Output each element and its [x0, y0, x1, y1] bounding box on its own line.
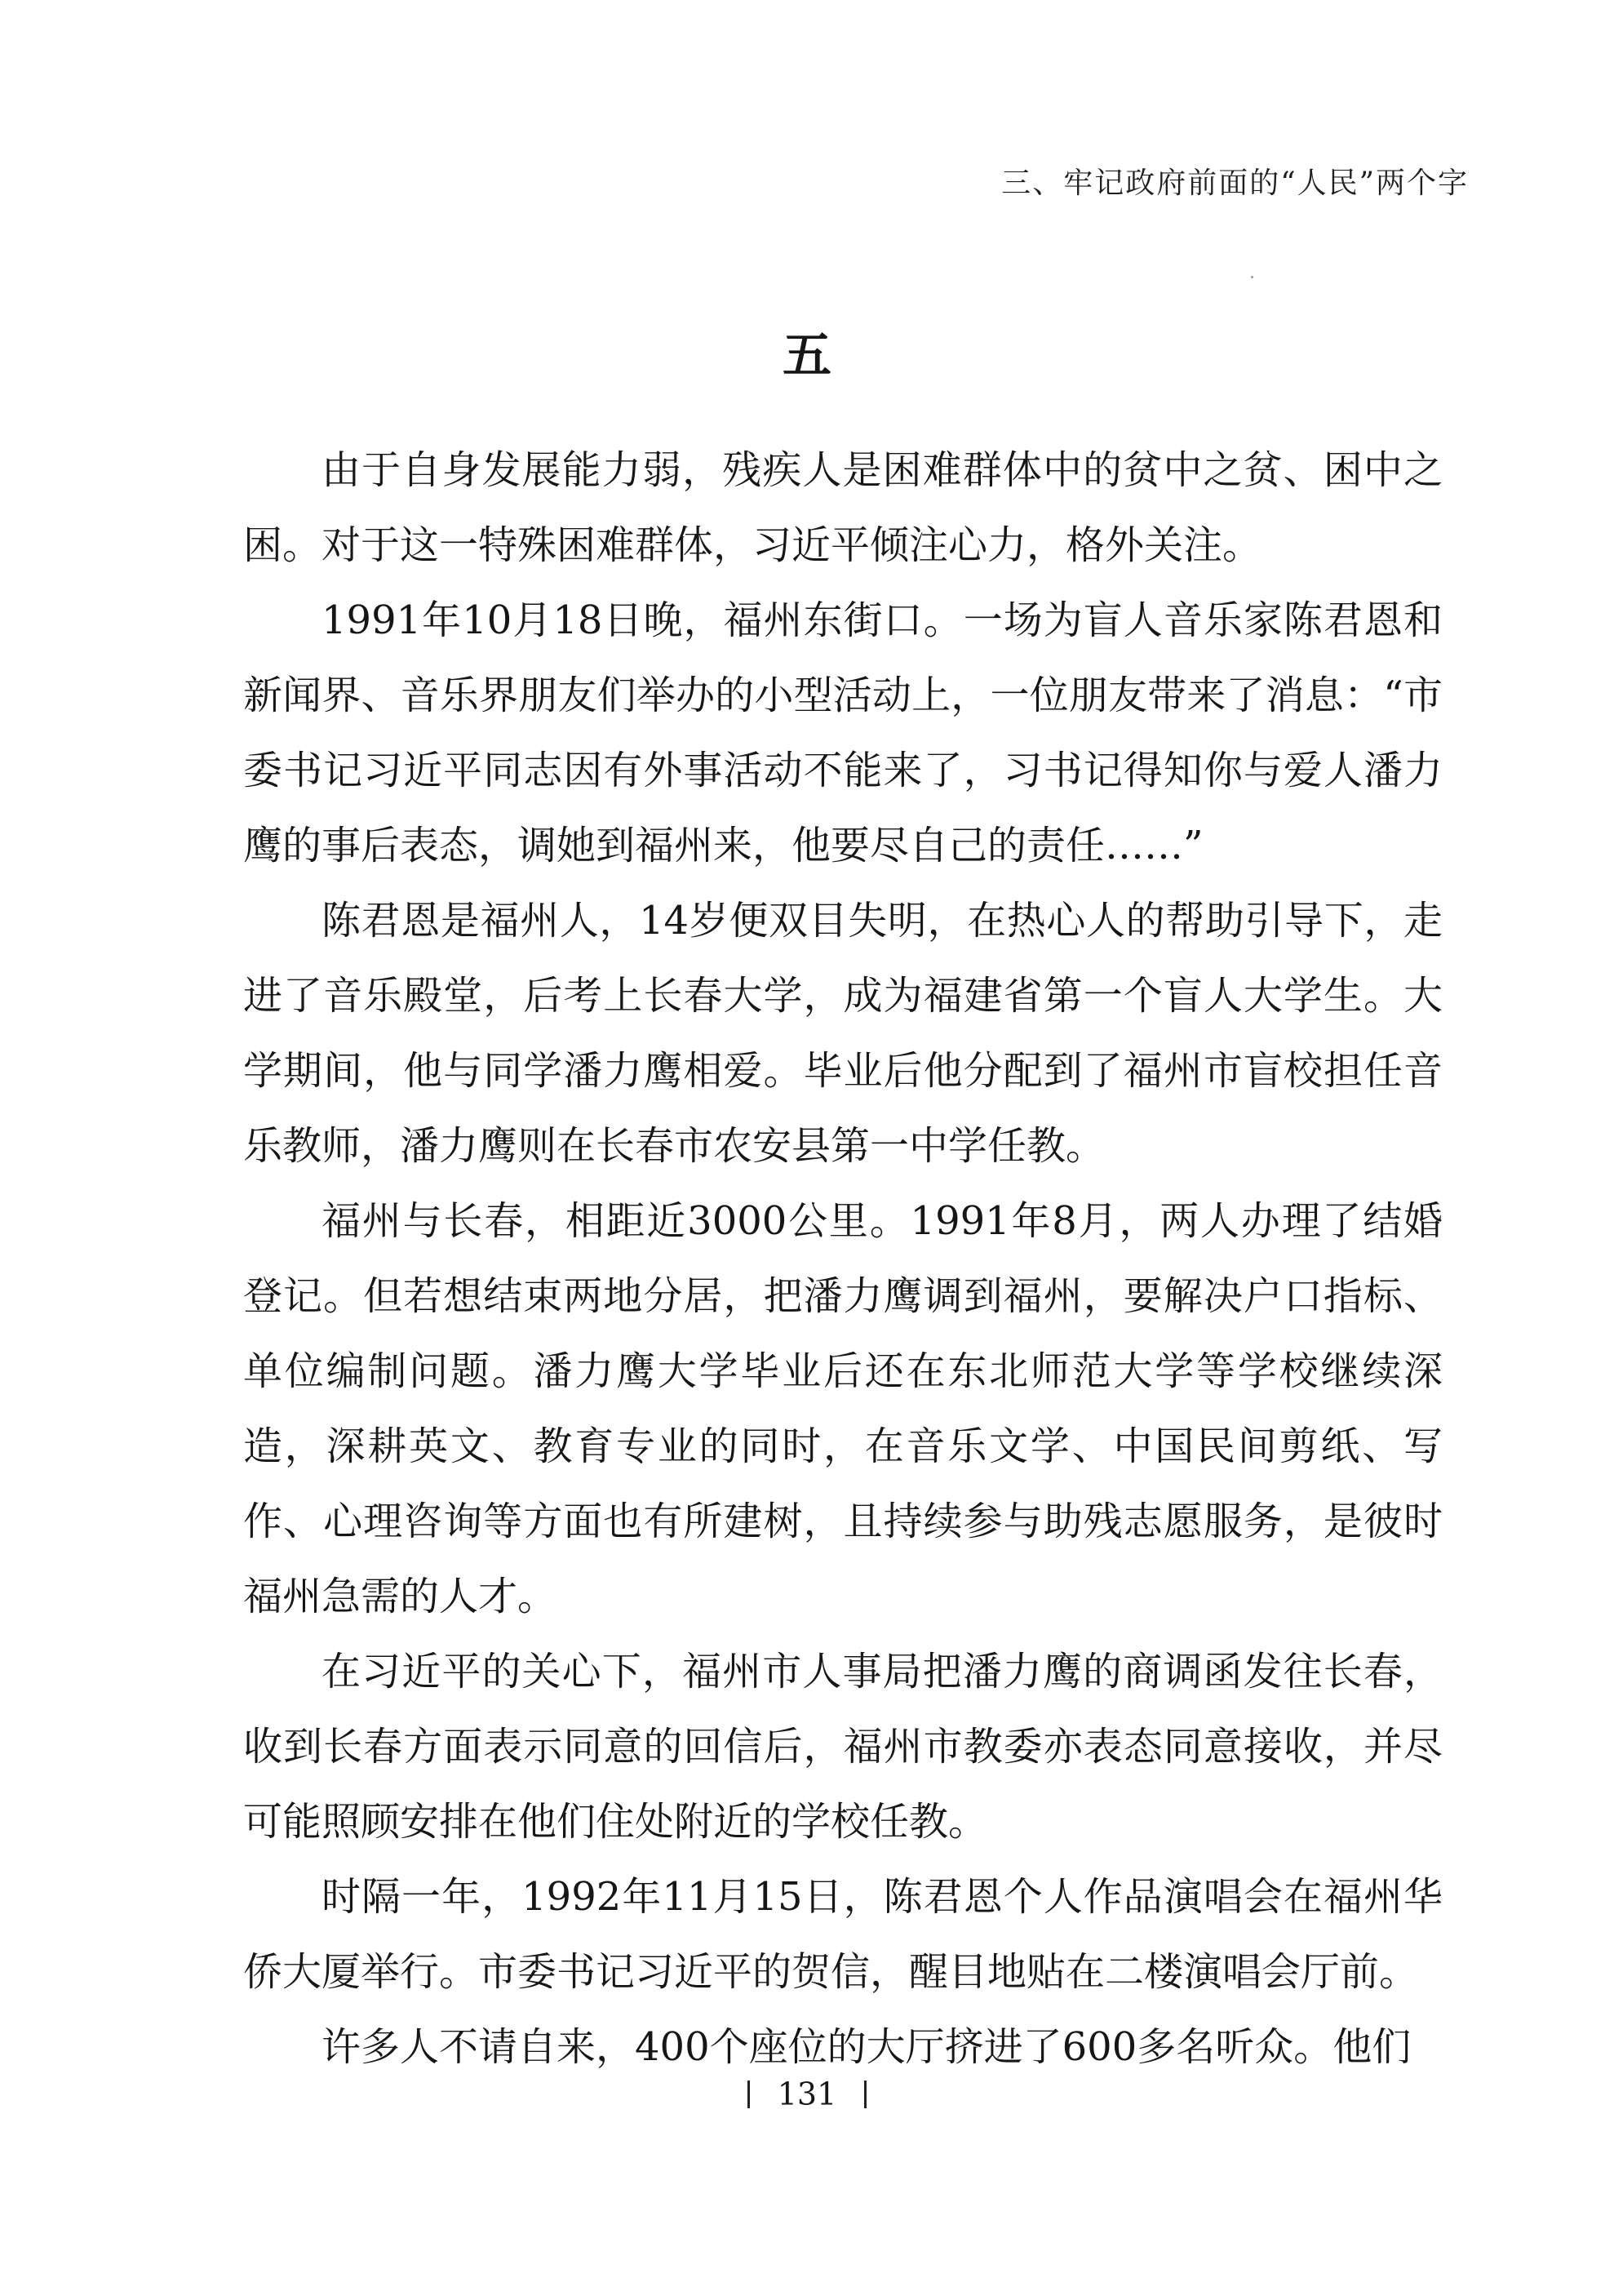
body-text [243, 433, 1443, 2085]
scan-speck [1251, 276, 1253, 278]
chapter-heading: 五 [783, 327, 831, 385]
paragraph: 在习近平的关心下，福州市人事局把潘力鹰的商调函发往长春，收到长春方面表示同意的回信后，福州市教委亦表态同意接收，并尽可能照顾安排在他们住处附近的学校任教。 [243, 1649, 1443, 1845]
paragraph: 福州与长春，相距近3000公里。1991年8月，两人办理了结婚登记。但若想结束两地分居，把潘力鹰调到福州，要解决户口指标、单位编制问题。潘力鹰大学毕业后还在东北师范大学等学校继续深造，深耕英文、教育专业的同时，在音乐文学、中国民间剪纸、写作、心理咨询等方面也有所建树，且持续参与助残志愿服务，是彼时福州急需的人才。 [243, 1198, 1443, 1619]
footer-right-bar [864, 2081, 867, 2108]
page-number: 131 [777, 2076, 837, 2112]
footer-left-bar [747, 2081, 750, 2108]
paragraph: 许多人不请自来，400个座位的大厅挤进了600多名听众。他们 [321, 2024, 1412, 2070]
page-footer [0, 2073, 1614, 2112]
paragraph: 时隔一年，1992年11月15日，陈君恩个人作品演唱会在福州华侨大厦举行。市委书记习近平的贺信，醒目地贴在二楼演唱会厅前。 [243, 1874, 1443, 1995]
paragraph: 由于自身发展能力弱，残疾人是困难群体中的贫中之贫、困中之困。对于这一特殊困难群体，习近平倾注心力，格外关注。 [243, 447, 1443, 568]
paragraph: 1991年10月18日晚，福州东街口。一场为盲人音乐家陈君恩和新闻界、音乐界朋友们举办的小型活动上，一位朋友带来了消息：“市委书记习近平同志因有外事活动不能来了，习书记得知你与爱人潘力鹰的事后表态，调她到福州来，他要尽自己的责任……” [243, 597, 1443, 868]
running-header: 三、牢记政府前面的“人民”两个字 [1001, 167, 1469, 200]
paragraph: 陈君恩是福州人，14岁便双目失明，在热心人的帮助引导下，走进了音乐殿堂，后考上长春大学，成为福建省第一个盲人大学生。大学期间，他与同学潘力鹰相爱。毕业后他分配到了福州市盲校担任音乐教师，潘力鹰则在长春市农安县第一中学任教。 [243, 898, 1443, 1169]
